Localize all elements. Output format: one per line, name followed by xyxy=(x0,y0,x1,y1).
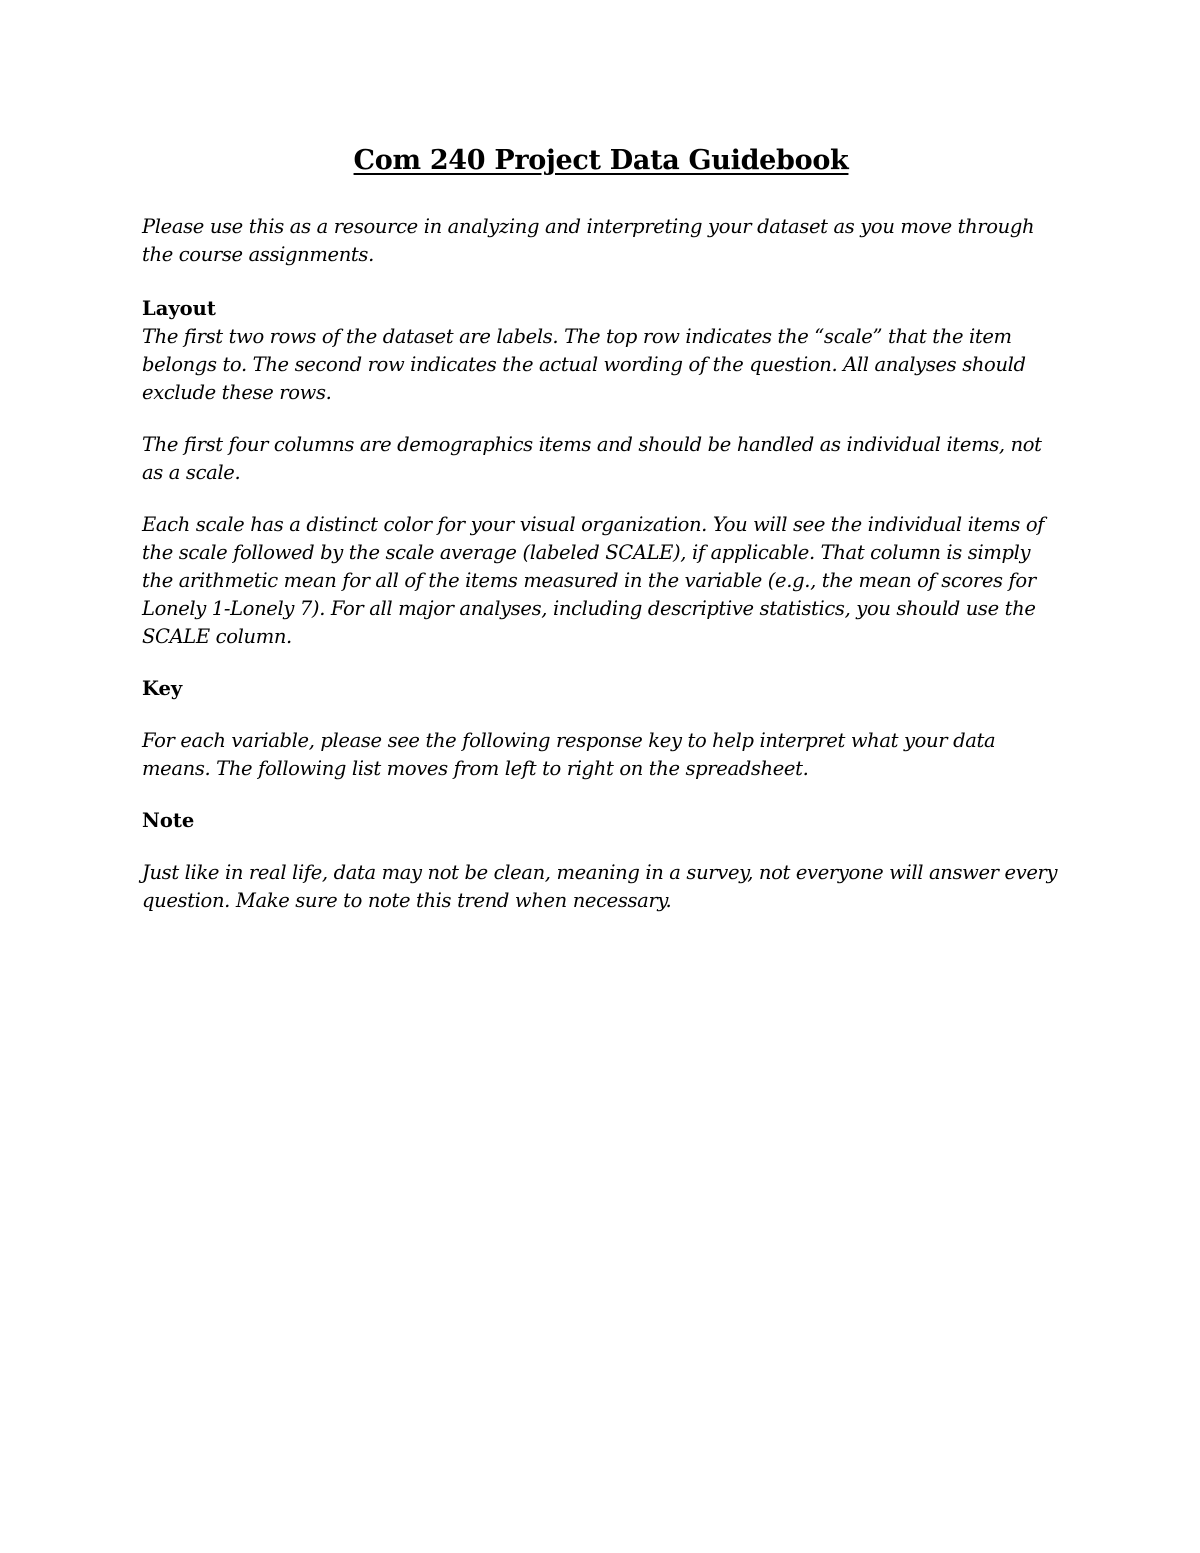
spacer xyxy=(142,783,1060,807)
note-paragraph: Just like in real life, data may not be clean, meaning in a survey, not everyone will answer every question. Make sure to note this trend when necessary. xyxy=(142,861,1058,912)
layout-paragraph-scales: Each scale has a distinct color for your visual organization. You will see the individual items of the scale followed by the scale average (labeled SCALE), if applicable. That column is simply the arithmetic mean for all of the items measured in the variable (e.g., the mean of scores for Lonely 1-Lonely 7). For all major analyses, including descriptive statistics, you should use the SCALE column. xyxy=(142,513,1045,648)
key-heading: Key xyxy=(142,677,183,700)
intro-paragraph: Please use this as a resource in analyzing and interpreting your dataset as you move through the course assignments. xyxy=(142,215,1035,266)
spacer xyxy=(142,269,1060,295)
layout-paragraph-columns: The first four columns are demographics items and should be handled as individual items, not as a scale. xyxy=(142,433,1042,484)
spacer xyxy=(142,407,1060,431)
spacer xyxy=(142,487,1060,511)
note-heading: Note xyxy=(142,809,195,832)
key-paragraph: For each variable, please see the following response key to help interpret what your data means. The following list moves from left to right on the spreadsheet. xyxy=(142,729,996,780)
spacer xyxy=(142,835,1060,859)
spacer xyxy=(142,703,1060,727)
layout-paragraph-rows: The first two rows of the dataset are labels. The top row indicates the “scale” that the item belongs to. The second row indicates the actual wording of the question. All analyses should exclude these rows. xyxy=(142,325,1026,404)
spacer xyxy=(142,651,1060,675)
document-title: Com 240 Project Data Guidebook xyxy=(353,145,849,176)
document-body xyxy=(142,143,1060,915)
layout-heading: Layout xyxy=(142,297,216,320)
